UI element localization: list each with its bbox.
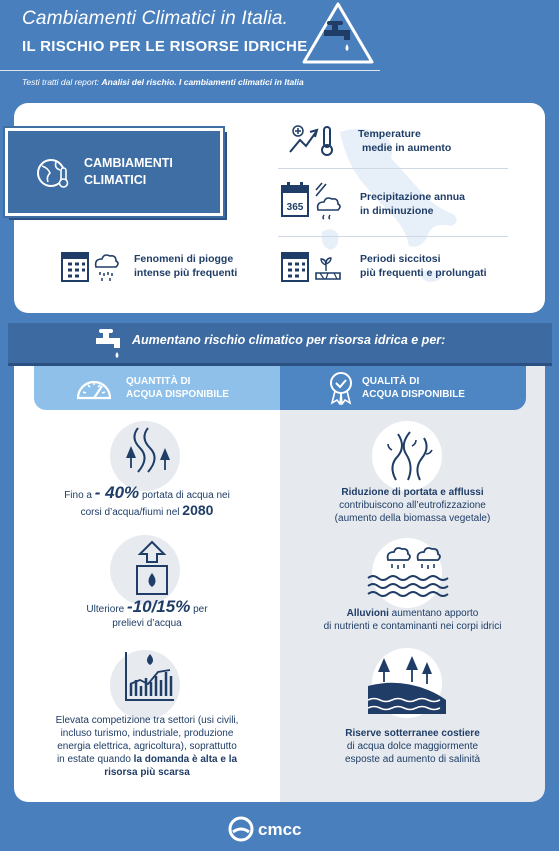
withdrawal-line2: prelievi d’acqua (112, 618, 182, 629)
globe-thermometer-icon (34, 154, 72, 192)
quantity-item-competition (14, 714, 280, 779)
quality-item-eutrophication (280, 486, 545, 525)
flood-icon (364, 544, 450, 600)
quality-item-salinity (280, 727, 545, 766)
temperature-line1: Temperature (358, 128, 421, 140)
drought-line1: Periodi siccitosi (360, 253, 441, 265)
quantity-tab-line2: ACQUA DISPONIBILE (126, 389, 229, 400)
salinity-bold: Riserve sotterranee costiere (345, 728, 480, 739)
temperature-line2: medie in aumento (362, 142, 452, 154)
climate-item-heavy-rain (134, 252, 237, 280)
competition-line3: energia elettrica, agricoltura), soprattutto (57, 741, 237, 752)
header-divider (0, 70, 380, 71)
heavy-rain-line2: intense più frequenti (134, 267, 238, 279)
competition-line4: in estate quando (56, 754, 134, 765)
banner-text: Aumentano rischio climatico per risorsa idrica e per: (132, 333, 446, 347)
competition-line5-bold: risorsa più scarsa (104, 767, 190, 778)
climate-item-precipitation (360, 190, 465, 218)
salinity-line2: di acqua dolce maggiormente (346, 741, 479, 752)
quantity-tab-line1: QUANTITÀ DI (126, 376, 191, 387)
withdrawal-mid: per (190, 604, 208, 615)
climate-item-drought (360, 252, 487, 280)
quality-tab-label (362, 375, 465, 401)
river-trees-icon (118, 424, 174, 484)
precipitation-line1: Precipitazione annua (360, 191, 466, 203)
page-title: Cambiamenti Climatici in Italia. (22, 8, 289, 29)
thermometer-up-icon (286, 124, 338, 158)
precipitation-line2: in diminuzione (360, 205, 434, 217)
quantity-item-flow (14, 483, 280, 519)
quality-item-floods (280, 607, 545, 633)
tap-warning-icon (300, 0, 376, 66)
floods-bold: Alluvioni (346, 608, 389, 619)
gauge-icon (74, 372, 114, 404)
quantity-item-withdrawal (14, 597, 280, 630)
eutrophication-bold: Riduzione di portata e afflussi (341, 487, 484, 498)
calendar-365-rain-icon (280, 180, 342, 220)
quality-tab-line1: QUALITÀ DI (362, 376, 420, 387)
source-prefix: Testi tratti dal report: (22, 77, 102, 87)
flow-mid: portata di acqua nei (139, 490, 230, 501)
demand-chart-icon (122, 650, 176, 704)
flow-year: 2080 (182, 502, 214, 518)
flow-percentage: - 40% (94, 483, 140, 502)
calendar-heavy-rain-icon (60, 249, 122, 283)
quantity-tab-label (126, 375, 229, 401)
climate-item-temperature (358, 127, 451, 155)
competition-line2: incluso turismo, industriale, produzione (60, 728, 234, 739)
competition-line4-bold: la domanda è alta e la (133, 754, 238, 765)
source-title: Analisi del rischio. I cambiamenti climatici in Italia (101, 77, 304, 87)
divider (278, 168, 508, 169)
floods-rest: aumentano apporto (388, 608, 479, 619)
heavy-rain-line1: Fenomeni di piogge (134, 253, 234, 265)
floods-line2: di nutrienti e contaminanti nei corpi idrici (323, 621, 502, 632)
seaweed-icon (386, 426, 434, 482)
salinity-line3: esposte ad aumento di salinità (344, 754, 481, 765)
withdrawal-pre: Ulteriore (86, 604, 127, 615)
tap-icon (92, 326, 126, 360)
eutrophication-line2: contribuiscono all’eutrofizzazione (339, 500, 486, 511)
cmcc-logo-text: cmcc (258, 820, 302, 839)
cmcc-logo-icon (228, 816, 254, 842)
withdrawal-percentage: -10/15% (127, 597, 191, 616)
coastal-aquifer-icon (364, 650, 450, 716)
competition-line1: Elevata competizione tra settori (usi civili, (55, 715, 239, 726)
page-subtitle: IL RISCHIO PER LE RISORSE IDRICHE (22, 38, 308, 55)
flow-line2: corsi d’acqua/fiumi nel (80, 507, 183, 518)
divider (278, 236, 508, 237)
drought-line2: più frequenti e prolungati (360, 267, 487, 279)
eutrophication-line3: (aumento della biomassa vegetale) (334, 513, 491, 524)
climate-change-label: CAMBIAMENTI CLIMATICI (84, 156, 173, 187)
calendar-number: 365 (286, 202, 304, 213)
quality-tab-line2: ACQUA DISPONIBILE (362, 389, 465, 400)
quality-badge-icon (328, 371, 354, 405)
water-withdrawal-icon (132, 540, 172, 598)
source-note (22, 77, 304, 87)
calendar-drought-icon (280, 249, 342, 283)
flow-pre: Fino a (64, 490, 95, 501)
